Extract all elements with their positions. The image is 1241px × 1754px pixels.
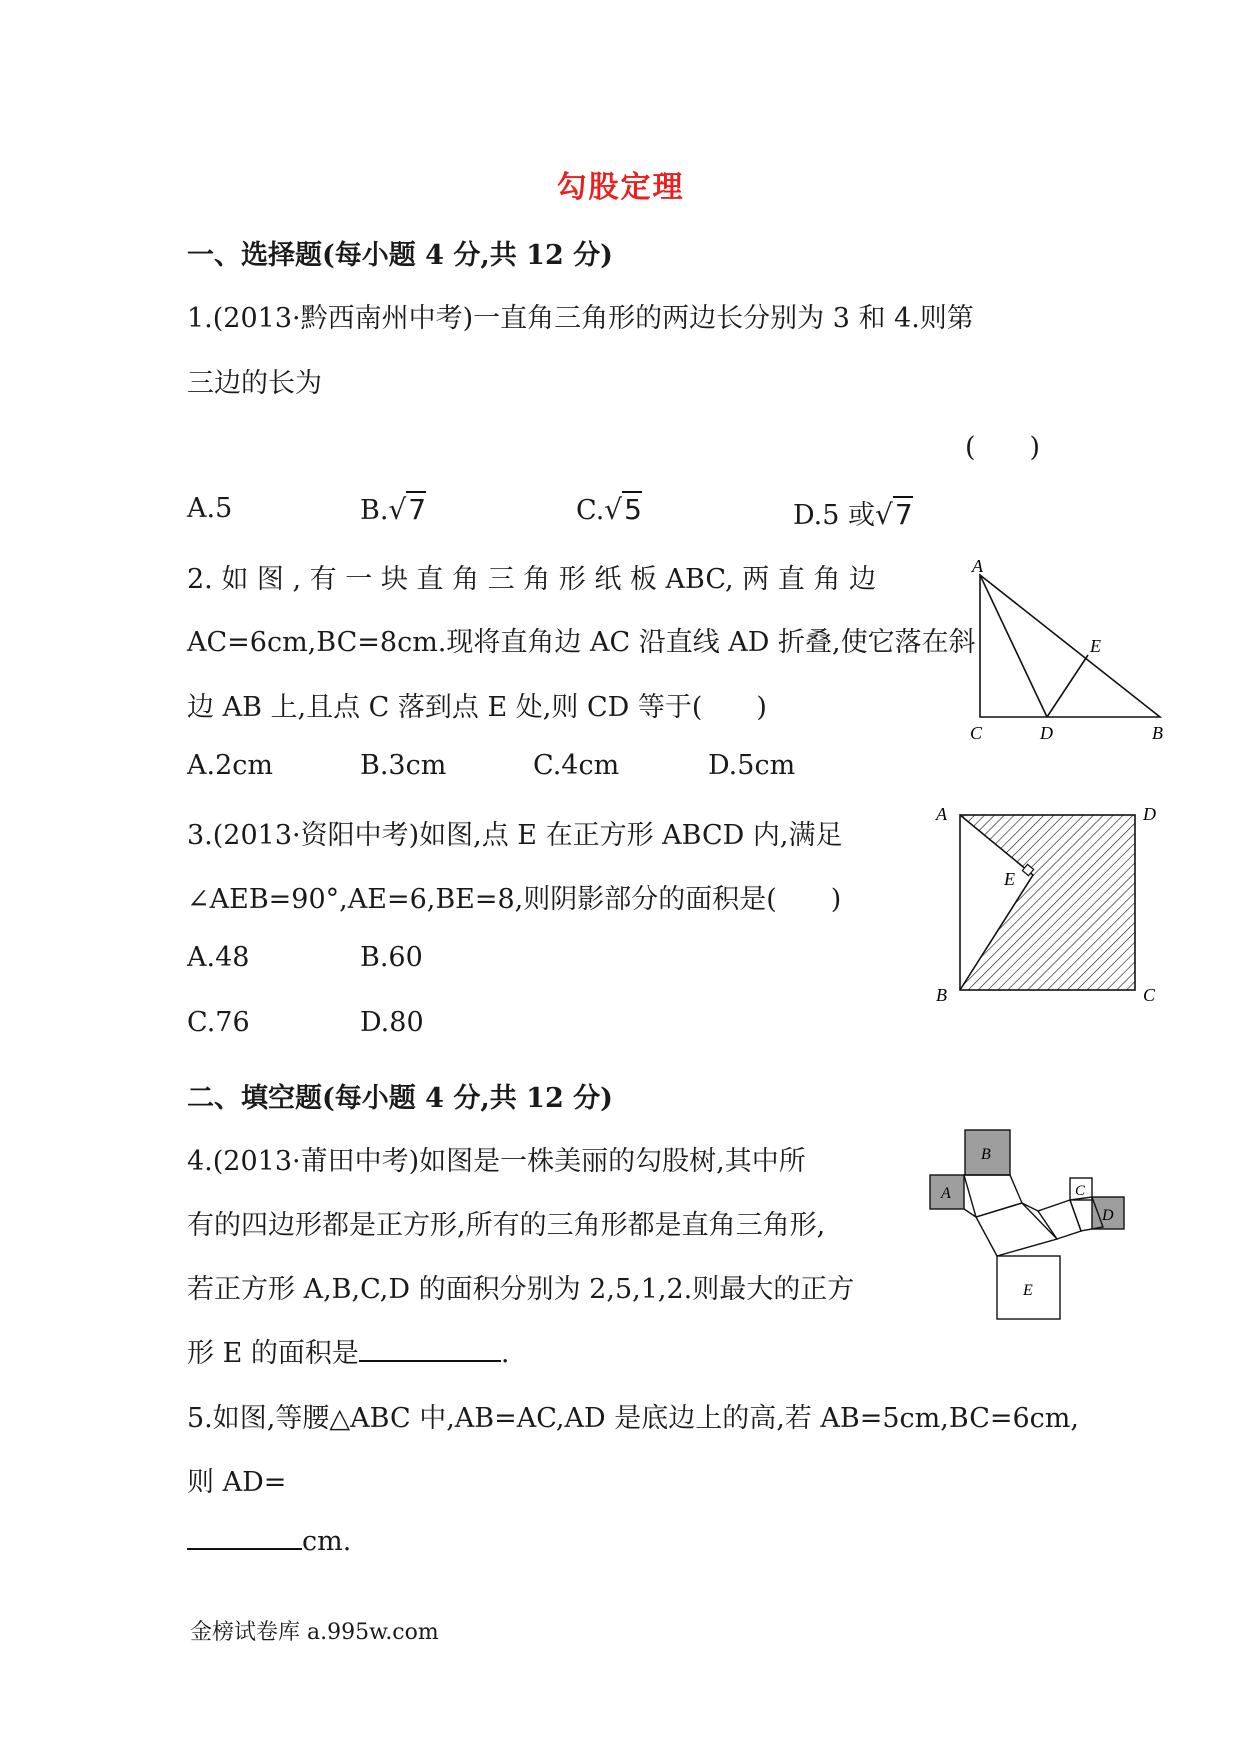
q1-option-d: [793, 493, 913, 532]
q5-line2: 则 AD=: [187, 1467, 287, 1498]
q4-label-a: A: [941, 1185, 951, 1202]
q3-label-e: E: [1004, 869, 1015, 889]
q2-option-b: B.3cm: [360, 750, 447, 781]
q4-line4: [187, 1331, 509, 1370]
q1-option-c-prefix: C.: [576, 495, 605, 526]
sqrt-symbol: √7: [875, 498, 913, 531]
q2-option-c: C.4cm: [533, 750, 620, 781]
q2-option-d: D.5cm: [708, 750, 796, 781]
q3-line2: ∠AEB=90°,AE=6,BE=8,则阴影部分的面积是( ): [187, 884, 842, 915]
q5-line1: 5.如图,等腰△ABC 中,AB=AC,AD 是底边上的高,若 AB=5cm,BC=6cm,: [187, 1403, 1079, 1434]
q2-line3: 边 AB 上,且点 C 落到点 E 处,则 CD 等于( ): [187, 692, 767, 723]
q2-line1: 2. 如 图 , 有 一 块 直 角 三 角 形 纸 板 ABC, 两 直 角 边: [187, 564, 876, 595]
q3-label-c: C: [1143, 985, 1156, 1005]
q4-line3: 若正方形 A,B,C,D 的面积分别为 2,5,1,2.则最大的正方: [187, 1274, 855, 1305]
footer-source: 金榜试卷库 a.995w.com: [190, 1620, 439, 1645]
q4-label-d: D: [1102, 1207, 1114, 1224]
section-heading-choice: 一、选择题(每小题 4 分,共 12 分): [187, 240, 613, 271]
q2-label-c: C: [970, 723, 983, 743]
q1-answer-paren: ( ): [965, 432, 1041, 463]
q1-option-c: [576, 493, 642, 526]
q2-option-a: A.2cm: [187, 750, 273, 781]
q1-option-c-radicand: 5: [624, 493, 642, 526]
q3-label-a: A: [936, 804, 947, 824]
q4-line2: 有的四边形都是正方形,所有的三角形都是直角三角形,: [187, 1210, 826, 1241]
q4-label-b: B: [981, 1146, 991, 1163]
q4-pythagoras-tree-figure: [925, 1125, 1155, 1325]
q1-option-a: A.5: [187, 493, 233, 524]
q1-option-b-prefix: B.: [360, 495, 389, 526]
q1-option-b: [360, 493, 426, 526]
q5-line3: [187, 1526, 351, 1557]
page-title: 勾股定理: [556, 170, 685, 205]
q2-label-e: E: [1090, 636, 1101, 656]
q1-option-d-prefix: D.5 或: [793, 500, 876, 531]
q5-answer-blank: [187, 1548, 302, 1550]
q3-square-figure: [930, 800, 1170, 1015]
q2-line2: AC=6cm,BC=8cm.现将直角边 AC 沿直线 AD 折叠,使它落在斜: [187, 627, 976, 658]
sqrt-symbol: √5: [604, 493, 642, 526]
q3-option-b: B.60: [360, 942, 423, 973]
q3-option-a: A.48: [187, 942, 250, 973]
q1-line2: 三边的长为: [187, 368, 322, 399]
q2-label-d: D: [1040, 723, 1053, 743]
q4-line1: 4.(2013·莆田中考)如图是一株美丽的勾股树,其中所: [187, 1146, 806, 1177]
q2-label-b: B: [1152, 723, 1163, 743]
q2-triangle-figure: [960, 555, 1180, 755]
q3-option-c: C.76: [187, 1007, 250, 1038]
q1-option-d-radicand: 7: [894, 498, 913, 531]
q2-label-a: A: [972, 556, 983, 576]
q4-line4-prefix: 形 E 的面积是: [187, 1338, 359, 1369]
q1-line1: 1.(2013·黔西南州中考)一直角三角形的两边长分别为 3 和 4.则第: [187, 303, 974, 334]
q3-line1: 3.(2013·资阳中考)如图,点 E 在正方形 ABCD 内,满足: [187, 820, 843, 851]
q3-label-b: B: [936, 985, 947, 1005]
q1-option-b-radicand: 7: [408, 493, 427, 526]
q4-label-e: E: [1023, 1282, 1033, 1299]
section-heading-fill: 二、填空题(每小题 4 分,共 12 分): [187, 1083, 613, 1114]
sqrt-symbol: √7: [388, 493, 427, 526]
q3-label-d: D: [1143, 804, 1156, 824]
q4-label-c: C: [1075, 1183, 1086, 1199]
q3-option-d: D.80: [360, 1007, 424, 1038]
q4-line4-suffix: .: [500, 1338, 510, 1369]
q4-answer-blank: [359, 1360, 501, 1362]
q5-line3-suffix: cm.: [302, 1526, 352, 1557]
